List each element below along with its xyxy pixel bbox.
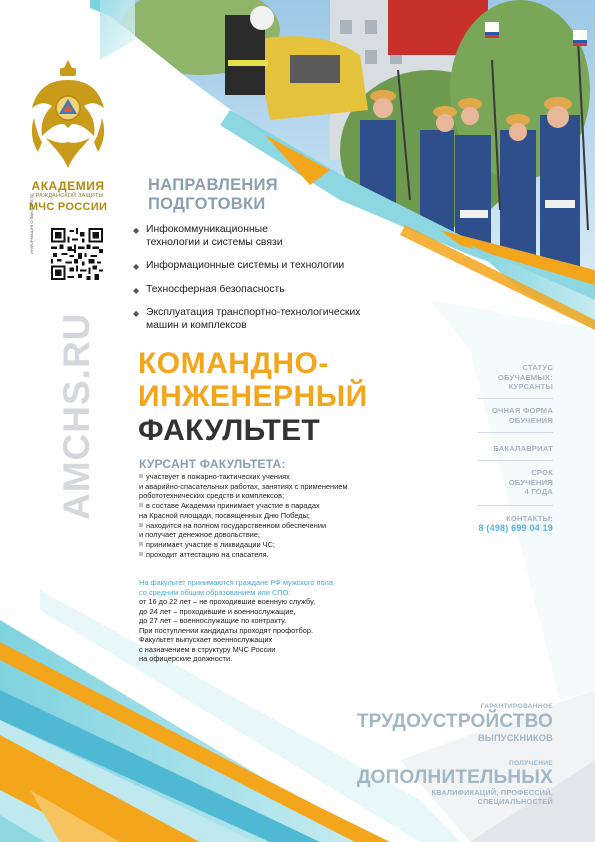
square-bullet-icon	[139, 474, 143, 478]
qr-caption: ИНФОРМАЦИЯ О ФАКУЛЬТЕТЕ	[29, 193, 34, 254]
status-label: СТАТУС	[522, 363, 553, 372]
direction-item	[133, 224, 408, 249]
degree-label: БАКАЛАВРИАТ	[493, 444, 553, 453]
list-item	[139, 540, 404, 550]
list-item-text: на Красной площади, посвященных Дню Победы;	[139, 510, 310, 520]
divider	[478, 398, 553, 399]
divider	[478, 505, 553, 506]
list-item-text: находится на полном государственном обеспечении	[146, 520, 327, 530]
diamond-bullet-icon: ◆	[133, 262, 140, 271]
term-value: 4 ГОДА	[524, 487, 553, 497]
directions-title-line1: НАПРАВЛЕНИЯ	[148, 176, 278, 194]
list-item	[139, 521, 404, 540]
contacts-info	[450, 514, 553, 533]
direction-item	[133, 284, 408, 297]
admission-line: с назначением в структуру МЧС России	[139, 644, 276, 654]
employment-subheading: ВЫПУСКНИКОВ	[477, 733, 553, 743]
list-item-text: принимает участие в ликвидации ЧС;	[146, 539, 275, 549]
list-item	[139, 550, 404, 560]
contacts-label: КОНТАКТЫ:	[506, 514, 553, 523]
divider	[478, 460, 553, 461]
term-label: СРОК	[531, 468, 553, 477]
additional-kicker: ПОЛУЧЕНИЕ	[508, 760, 553, 767]
divider	[478, 432, 553, 433]
employment-kicker: ГАРАНТИРОВАННОЕ	[480, 703, 553, 710]
logo-subtitle: ГРАЖДАНСКОЙ ЗАЩИТЫ	[32, 193, 104, 199]
website-url[interactable]: AMCHS.RU	[56, 312, 97, 520]
list-item	[139, 501, 404, 520]
square-bullet-icon	[139, 552, 143, 556]
direction-item-line1: Информационные системы и технологии	[146, 260, 345, 271]
admission-line: При поступлении кандидаты проходят профотбор.	[139, 625, 314, 635]
diamond-bullet-icon: ◆	[133, 309, 140, 318]
square-bullet-icon	[139, 523, 143, 527]
additional-heading: ДОПОЛНИТЕЛЬНЫХ	[356, 767, 553, 788]
logo-title: АКАДЕМИЯ	[31, 179, 105, 193]
term-label: ОБУЧЕНИЯ	[508, 477, 553, 487]
additional-subheading	[380, 788, 553, 806]
direction-item	[133, 260, 408, 273]
directions-title	[148, 176, 348, 214]
direction-item-line1: Техносферная безопасность	[146, 284, 285, 295]
direction-item	[133, 307, 408, 332]
employment-heading: ТРУДОУСТРОЙСТВО	[356, 711, 553, 732]
admission-line: до 27 лет – военнослужащие по контракту.	[139, 616, 287, 625]
list-item-text: и получает денежное довольствие;	[139, 530, 260, 540]
degree-info	[450, 444, 553, 454]
list-item-text: робототехнических средств и комплексов;	[139, 491, 284, 501]
academy-emblem-icon	[26, 58, 110, 178]
list-item-text: участвует в пожарно-тактических учениях	[146, 472, 290, 481]
admission-intro: со средним общим образованием или СПО:	[139, 587, 291, 597]
study-form-label: ОБУЧЕНИЯ	[508, 415, 553, 425]
faculty-title-line1: КОМАНДНО-	[138, 347, 329, 380]
direction-item-line2: технологии и системы связи	[146, 236, 283, 248]
status-value: КУРСАНТЫ	[508, 382, 553, 392]
direction-item-line1: Эксплуатация транспортно-технологических	[146, 307, 361, 318]
study-form-info	[450, 406, 553, 425]
direction-item-line1: Инфокоммуникационные	[146, 224, 268, 235]
additional-subheading-line1: КВАЛИФИКАЦИЙ, ПРОФЕССИЙ,	[431, 788, 553, 797]
admission-intro: На факультет принимаются граждане РФ мужского пола	[139, 578, 333, 587]
term-info	[450, 468, 553, 497]
faculty-title-line3: ФАКУЛЬТЕТ	[138, 414, 321, 447]
qr-code[interactable]	[51, 228, 103, 280]
logo-organization: МЧС РОССИИ	[28, 201, 108, 213]
admission-info	[139, 578, 409, 664]
cadet-duties-list	[139, 472, 404, 559]
status-label: ОБУЧАЕМЫХ:	[497, 372, 553, 382]
diamond-bullet-icon: ◆	[133, 226, 140, 235]
list-item	[139, 472, 404, 501]
list-item-text: в составе Академии принимает участие в парадах	[146, 501, 320, 511]
diamond-bullet-icon: ◆	[133, 286, 140, 295]
additional-subheading-line2: СПЕЦИАЛЬНОСТЕЙ	[477, 797, 553, 806]
admission-line: на офицерские должности.	[139, 654, 233, 663]
admission-line: от 16 до 22 лет – не проходившие военную службу,	[139, 597, 316, 606]
admission-line: Факультет выпускает военнослужащих	[139, 635, 273, 644]
contacts-phone[interactable]: 8 (498) 699 04 19	[478, 522, 553, 533]
square-bullet-icon	[139, 503, 143, 507]
directions-title-line2: ПОДГОТОВКИ	[148, 195, 266, 213]
list-item-text: проходит аттестацию на спасателя.	[146, 549, 269, 559]
square-bullet-icon	[139, 542, 143, 546]
study-form-label: ОЧНАЯ ФОРМА	[491, 406, 553, 415]
direction-item-line2: машин и комплексов	[146, 319, 247, 331]
list-item-text: и аварийно-спасательных работах, занятиях с применением	[139, 481, 348, 491]
cadet-section-title: КУРСАНТ ФАКУЛЬТЕТА:	[139, 457, 286, 471]
faculty-title-line2: ИНЖЕНЕРНЫЙ	[138, 380, 368, 413]
status-info	[450, 363, 553, 392]
admission-line: до 24 лет – проходившие и военнослужащие,	[139, 606, 296, 616]
